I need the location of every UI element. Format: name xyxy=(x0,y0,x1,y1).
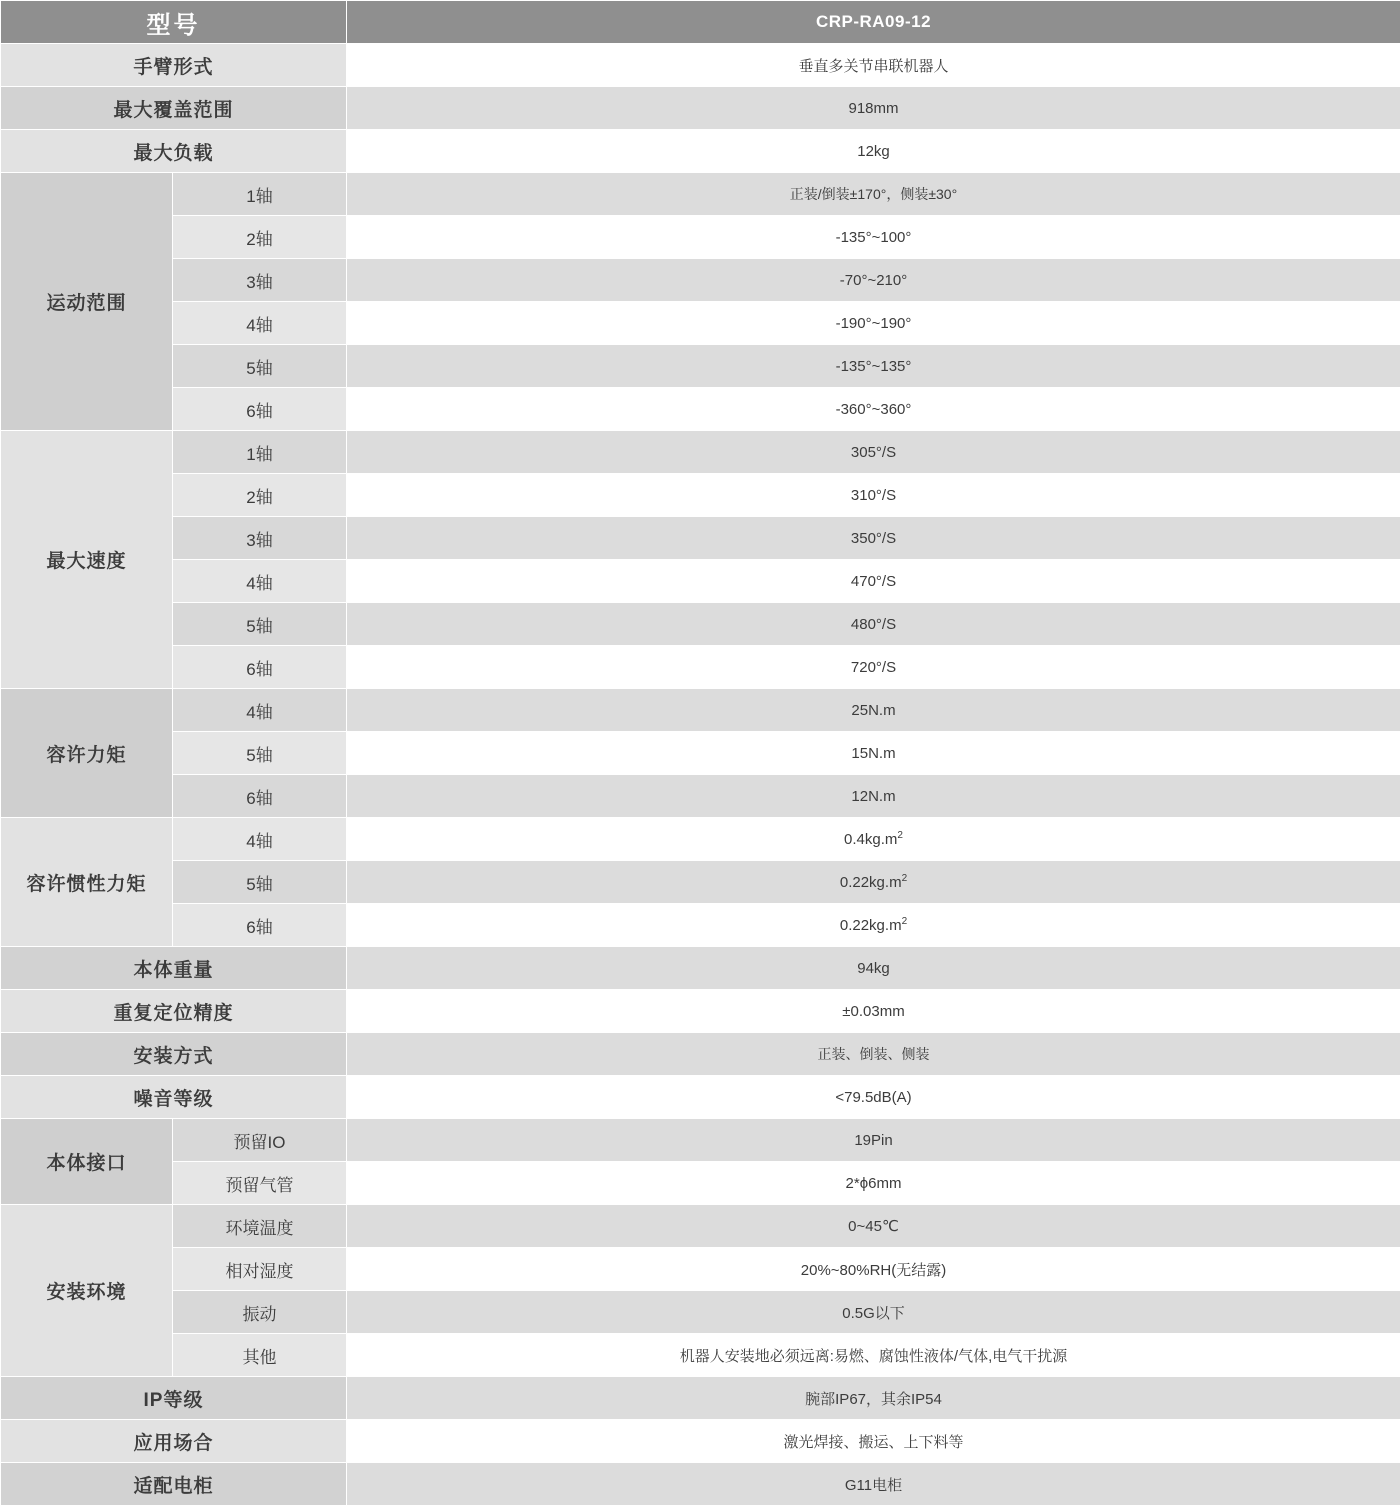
table-row xyxy=(1,1119,1400,1162)
sub-label-torque-axis5: 5轴 xyxy=(173,732,347,775)
row-value-max-payload: 12kg xyxy=(347,130,1400,173)
row-value-arm-type: 垂直多关节串联机器人 xyxy=(347,44,1400,87)
table-row xyxy=(1,44,1400,87)
row-value-motion-axis5: -135°~135° xyxy=(347,345,1400,388)
header-model-label: 型号 xyxy=(1,1,347,44)
sub-label-torque-axis6: 6轴 xyxy=(173,775,347,818)
sub-label-motion-axis1: 1轴 xyxy=(173,173,347,216)
table-row xyxy=(1,517,1400,560)
row-value-speed-axis4: 470°/S xyxy=(347,560,1400,603)
row-value-motion-axis4: -190°~190° xyxy=(347,302,1400,345)
inertia-axis6-text: 0.22kg.m xyxy=(840,917,902,934)
sub-label-inertia-axis5: 5轴 xyxy=(173,861,347,904)
inertia-axis4-exponent: 2 xyxy=(897,830,903,841)
sub-label-speed-axis5: 5轴 xyxy=(173,603,347,646)
sub-label-motion-axis5: 5轴 xyxy=(173,345,347,388)
table-row xyxy=(1,259,1400,302)
table-row xyxy=(1,646,1400,689)
sub-label-speed-axis3: 3轴 xyxy=(173,517,347,560)
row-value-inertia-axis4 xyxy=(347,818,1400,861)
row-label-max-payload: 最大负载 xyxy=(1,130,347,173)
sub-label-other: 其他 xyxy=(173,1334,347,1377)
group-label-allowable-torque: 容许力矩 xyxy=(1,689,173,818)
table-row xyxy=(1,560,1400,603)
sub-label-vibration: 振动 xyxy=(173,1291,347,1334)
table-row xyxy=(1,1076,1400,1119)
row-label-repeatability: 重复定位精度 xyxy=(1,990,347,1033)
sub-label-reserved-io: 预留IO xyxy=(173,1119,347,1162)
row-label-noise: 噪音等级 xyxy=(1,1076,347,1119)
row-value-ambient-temperature: 0~45℃ xyxy=(347,1205,1400,1248)
row-value-inertia-axis5 xyxy=(347,861,1400,904)
row-value-mounting: 正装、倒装、侧装 xyxy=(347,1033,1400,1076)
table-row xyxy=(1,1162,1400,1205)
sub-label-motion-axis6: 6轴 xyxy=(173,388,347,431)
group-label-allowable-inertia: 容许惯性力矩 xyxy=(1,818,173,947)
inertia-axis5-text: 0.22kg.m xyxy=(840,874,902,891)
table-row xyxy=(1,990,1400,1033)
row-value-reserved-air-tube: 2*ϕ6mm xyxy=(347,1162,1400,1205)
table-row xyxy=(1,818,1400,861)
group-label-max-speed: 最大速度 xyxy=(1,431,173,689)
sub-label-inertia-axis4: 4轴 xyxy=(173,818,347,861)
row-value-torque-axis4: 25N.m xyxy=(347,689,1400,732)
table-row xyxy=(1,1334,1400,1377)
table-row xyxy=(1,130,1400,173)
sub-label-ambient-temperature: 环境温度 xyxy=(173,1205,347,1248)
row-value-motion-axis1: 正装/倒装±170°，侧装±30° xyxy=(347,173,1400,216)
row-label-applications: 应用场合 xyxy=(1,1420,347,1463)
row-value-motion-axis6: -360°~360° xyxy=(347,388,1400,431)
header-model-value: CRP-RA09-12 xyxy=(347,1,1400,44)
table-row xyxy=(1,904,1400,947)
table-row xyxy=(1,431,1400,474)
row-value-speed-axis1: 305°/S xyxy=(347,431,1400,474)
table-header-row xyxy=(1,1,1400,44)
row-value-body-weight: 94kg xyxy=(347,947,1400,990)
row-value-speed-axis5: 480°/S xyxy=(347,603,1400,646)
sub-label-speed-axis6: 6轴 xyxy=(173,646,347,689)
table-row xyxy=(1,1248,1400,1291)
row-value-noise: <79.5dB(A) xyxy=(347,1076,1400,1119)
row-label-controller: 适配电柜 xyxy=(1,1463,347,1506)
table-row xyxy=(1,388,1400,431)
sub-label-torque-axis4: 4轴 xyxy=(173,689,347,732)
row-label-arm-type: 手臂形式 xyxy=(1,44,347,87)
table-row xyxy=(1,775,1400,818)
inertia-axis4-text: 0.4kg.m xyxy=(844,831,897,848)
table-row xyxy=(1,173,1400,216)
table-row xyxy=(1,732,1400,775)
sub-label-relative-humidity: 相对湿度 xyxy=(173,1248,347,1291)
row-value-speed-axis6: 720°/S xyxy=(347,646,1400,689)
row-value-controller: G11电柜 xyxy=(347,1463,1400,1506)
row-value-motion-axis2: -135°~100° xyxy=(347,216,1400,259)
row-value-ip-rating: 腕部IP67，其余IP54 xyxy=(347,1377,1400,1420)
table-row xyxy=(1,1377,1400,1420)
group-label-environment: 安装环境 xyxy=(1,1205,173,1377)
sub-label-reserved-air-tube: 预留气管 xyxy=(173,1162,347,1205)
row-value-applications: 激光焊接、搬运、上下料等 xyxy=(347,1420,1400,1463)
sub-label-inertia-axis6: 6轴 xyxy=(173,904,347,947)
group-label-motion-range: 运动范围 xyxy=(1,173,173,431)
table-row xyxy=(1,603,1400,646)
row-value-reserved-io: 19Pin xyxy=(347,1119,1400,1162)
row-value-vibration: 0.5G以下 xyxy=(347,1291,1400,1334)
sub-label-speed-axis1: 1轴 xyxy=(173,431,347,474)
inertia-axis6-exponent: 2 xyxy=(902,916,908,927)
inertia-axis5-exponent: 2 xyxy=(902,873,908,884)
row-value-speed-axis2: 310°/S xyxy=(347,474,1400,517)
table-row xyxy=(1,1205,1400,1248)
table-row xyxy=(1,1420,1400,1463)
sub-label-motion-axis2: 2轴 xyxy=(173,216,347,259)
row-label-ip-rating: IP等级 xyxy=(1,1377,347,1420)
row-value-torque-axis5: 15N.m xyxy=(347,732,1400,775)
table-row xyxy=(1,345,1400,388)
row-value-speed-axis3: 350°/S xyxy=(347,517,1400,560)
row-value-max-reach: 918mm xyxy=(347,87,1400,130)
row-value-torque-axis6: 12N.m xyxy=(347,775,1400,818)
row-label-mounting: 安装方式 xyxy=(1,1033,347,1076)
row-value-repeatability: ±0.03mm xyxy=(347,990,1400,1033)
table-row xyxy=(1,861,1400,904)
table-row xyxy=(1,87,1400,130)
sub-label-speed-axis2: 2轴 xyxy=(173,474,347,517)
sub-label-motion-axis3: 3轴 xyxy=(173,259,347,302)
sub-label-speed-axis4: 4轴 xyxy=(173,560,347,603)
table-row xyxy=(1,689,1400,732)
table-row xyxy=(1,216,1400,259)
sub-label-motion-axis4: 4轴 xyxy=(173,302,347,345)
table-row xyxy=(1,947,1400,990)
table-row xyxy=(1,1291,1400,1334)
group-label-body-interface: 本体接口 xyxy=(1,1119,173,1205)
row-label-body-weight: 本体重量 xyxy=(1,947,347,990)
row-value-relative-humidity: 20%~80%RH(无结露) xyxy=(347,1248,1400,1291)
table-row xyxy=(1,1463,1400,1506)
row-value-motion-axis3: -70°~210° xyxy=(347,259,1400,302)
table-row xyxy=(1,1033,1400,1076)
row-value-inertia-axis6 xyxy=(347,904,1400,947)
table-row xyxy=(1,474,1400,517)
row-label-max-reach: 最大覆盖范围 xyxy=(1,87,347,130)
row-value-other: 机器人安装地必须远离:易燃、腐蚀性液体/气体,电气干扰源 xyxy=(347,1334,1400,1377)
table-row xyxy=(1,302,1400,345)
